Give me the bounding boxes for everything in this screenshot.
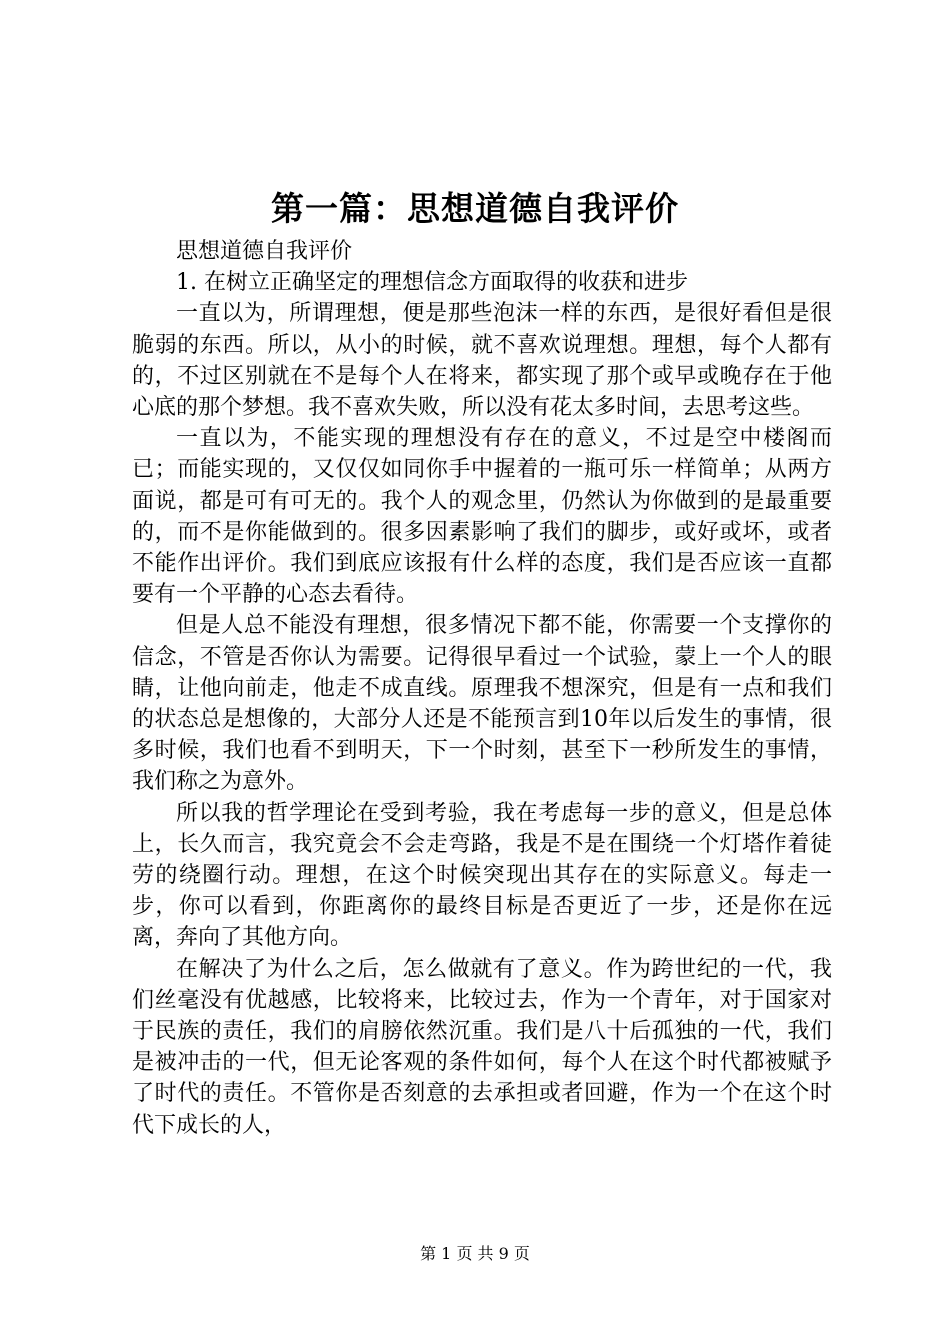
paragraph: 在解决了为什么之后，怎么做就有了意义。作为跨世纪的一代，我们丝毫没有优越感，比较将来，比较过去，作为一个青年，对于国家对于民族的责任，我们的肩膀依然沉重。我们是八十后孤独的一代，我们是被冲击的一代，但无论客观的条件如何，每个人在这个时代都被赋予了时代的责任。不管你是否刻意的去承担或者回避，作为一个在这个时代下成长的人， (132, 956, 832, 1138)
document-body (132, 236, 832, 1141)
page-number-footer: 第 1 页 共 9 页 (420, 1244, 530, 1263)
paragraph-subtitle: 思想道德自我评价 (176, 239, 353, 264)
paragraph-section-heading: 1. 在树立正确坚定的理想信念方面取得的收获和进步 (176, 270, 688, 296)
page-title: 第一篇：思想道德自我评价 (271, 189, 679, 228)
paragraph: 一直以为，所谓理想，便是那些泡沫一样的东西，是很好看但是很脆弱的东西。所以，从小的时候，就不喜欢说理想。理想，每个人都有的，不过区别就在不是每个人在将来，都实现了那个或早或晚存在于他心底的那个梦想。我不喜欢失败，所以没有花太多时间，去思考这些。 (132, 301, 832, 421)
paragraph: 一直以为，不能实现的理想没有存在的意义，不过是空中楼阁而已；而能实现的，又仅仅如同你手中握着的一瓶可乐一样简单；从两方面说，都是可有可无的。我个人的观念里，仍然认为你做到的是最重要的，而不是你能做到的。很多因素影响了我们的脚步，或好或坏，或者不能作出评价。我们到底应该报有什么样的态度，我们是否应该一直都要有一个平静的心态去看待。 (132, 426, 832, 608)
paragraph: 所以我的哲学理论在受到考验，我在考虑每一步的意义，但是总体上，长久而言，我究竟会不会走弯路，我是不是在围绕一个灯塔作着徒劳的绕圈行动。理想，在这个时候突现出其存在的实际意义。每走一步，你可以看到，你距离你的最终目标是否更近了一步，还是你在远离，奔向了其他方向。 (132, 800, 832, 951)
paragraph: 但是人总不能没有理想，很多情况下都不能，你需要一个支撑你的信念，不管是否你认为需要。记得很早看过一个试验，蒙上一个人的眼睛，让他向前走，他走不成直线。原理我不想深究，但是有一点和我们的状态总是想像的，大部分人还是不能预言到10年以后发生的事情，很多时候，我们也看不到明天，下一个时刻，甚至下一秒所发生的事情，我们称之为意外。 (132, 613, 832, 795)
